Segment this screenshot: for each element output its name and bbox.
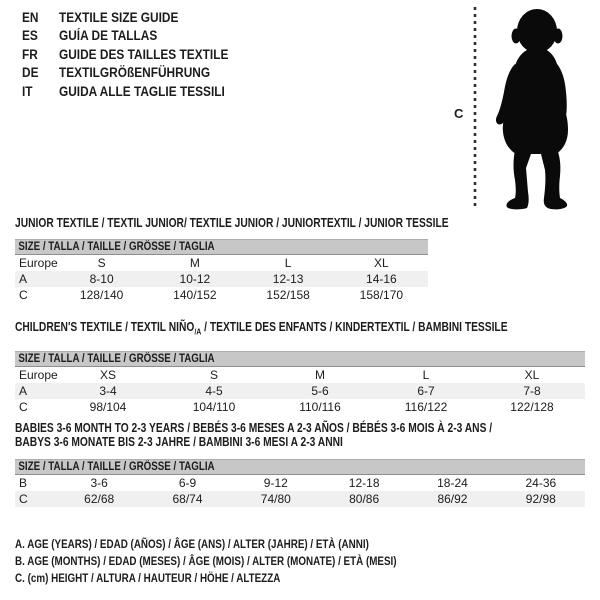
table-title-text: BABIES 3-6 MONTH TO 2-3 YEARS / BEBÉS 3-6 MESES A 2-3 AÑOS / BÉBÉS 3-6 MOIS À 2-3 ANS / (15, 421, 493, 435)
row-value: 4-5 (161, 383, 267, 399)
row-value: 9-12 (263, 476, 288, 490)
row-value: 122/128 (510, 399, 554, 414)
size-header-text: SIZE / TALLA / TAILLE / GRÖSSE / TAGLIA (18, 352, 215, 365)
size-header-row (15, 240, 428, 255)
row-label: C (19, 399, 28, 414)
language-code: DE (22, 65, 39, 81)
row-value: M (189, 256, 200, 270)
table-title (15, 320, 600, 339)
size-table (15, 239, 428, 303)
table-title-line (15, 435, 492, 449)
row-value: L (422, 367, 430, 382)
table-row (15, 255, 428, 272)
table-title (15, 216, 544, 230)
row-value: 12-13 (242, 271, 335, 287)
row-value: 8-10 (55, 271, 148, 287)
junior-textile-table (15, 216, 544, 303)
language-row (22, 9, 228, 27)
table-title-text: / TEXTILE DES ENFANTS / KINDERTEXTIL / BAMBINI TESSILE (201, 320, 508, 334)
size-table (15, 351, 585, 415)
row-value: 24-36 (525, 476, 557, 490)
row-value: XL (374, 256, 389, 270)
row-value: 12-18 (348, 476, 380, 490)
footnote-line: C. (cm) HEIGHT / ALTURA / HAUTEUR / HÖHE / ALTEZZA (15, 571, 281, 585)
row-value: 116/122 (404, 399, 448, 414)
language-label: GUIDA ALLE TAGLIE TESSILI (58, 83, 225, 99)
row-value: 6-7 (373, 383, 479, 399)
row-value: 3-6 (90, 476, 108, 490)
row-value: 104/110 (192, 399, 236, 414)
row-value: 10-12 (148, 271, 241, 287)
row-value: 14-16 (335, 271, 428, 287)
row-value: 152/158 (266, 288, 310, 302)
language-list (22, 9, 257, 101)
height-figure (452, 6, 594, 212)
table-row (15, 383, 585, 399)
row-value: 98/104 (89, 399, 127, 414)
row-value: 5-6 (267, 383, 373, 399)
row-value: 128/140 (79, 288, 124, 302)
footnotes (15, 536, 480, 587)
toddler-silhouette-icon (480, 6, 592, 210)
language-code: IT (22, 83, 33, 99)
size-header-row (15, 351, 585, 366)
language-label: GUÍA DE TALLAS (58, 28, 158, 44)
table-title-text: /A (194, 326, 202, 337)
row-value: 6-9 (178, 476, 197, 490)
row-value: 18-24 (437, 476, 468, 490)
row-label: B (19, 476, 28, 490)
row-label: C (19, 288, 28, 302)
row-value: XL (524, 367, 540, 382)
row-value: 62/68 (55, 491, 143, 507)
language-label: TEXTILGRÖßENFÜHRUNG (58, 65, 211, 81)
table-title-line (15, 421, 492, 435)
row-value: L (284, 256, 292, 270)
childrens-textile-table (15, 320, 600, 415)
table-title-text: JUNIOR TEXTILE / TEXTIL JUNIOR/ TEXTILE JUNIOR / JUNIORTEXTIL / JUNIOR TESSILE (15, 216, 449, 230)
table-row (15, 366, 585, 383)
table-row (15, 271, 428, 287)
language-label: TEXTILE SIZE GUIDE (58, 10, 179, 25)
row-value: S (97, 256, 106, 270)
size-header-cell (15, 240, 428, 255)
row-value: 110/116 (299, 399, 341, 414)
row-value: S (209, 367, 218, 382)
row-value: 80/86 (320, 491, 408, 507)
language-row (22, 27, 228, 45)
language-label: GUIDE DES TAILLES TEXTILE (58, 46, 229, 62)
row-value: 140/152 (173, 288, 217, 302)
size-header-row (15, 460, 585, 475)
row-label: A (15, 383, 55, 399)
height-dotted-line (472, 7, 478, 207)
row-value: 86/92 (408, 491, 496, 507)
size-header-cell (15, 460, 585, 475)
size-table (15, 459, 585, 507)
language-code: EN (22, 10, 39, 25)
row-label: A (15, 271, 55, 287)
table-title (15, 421, 597, 449)
row-value: 158/170 (359, 288, 404, 302)
row-label: Europe (19, 367, 58, 382)
footnote-line: B. AGE (MONTHS) / EDAD (MESES) / ÂGE (MOIS) / ALTER (MONATE) / ETÀ (MESI) (15, 554, 397, 568)
row-value: 7-8 (479, 383, 585, 399)
size-header-cell (15, 351, 585, 366)
table-title-text: BABYS 3-6 MONATE BIS 2-3 JAHRE / BAMBINI 3-6 MESI A 2-3 ANNI (15, 435, 343, 449)
row-value: 92/98 (497, 491, 585, 507)
height-c-label: C (454, 106, 464, 121)
table-row (15, 475, 585, 492)
language-row (22, 46, 228, 64)
table-row (15, 491, 585, 507)
size-header-text: SIZE / TALLA / TAILLE / GRÖSSE / TAGLIA (18, 461, 215, 473)
table-title-text: CHILDREN'S TEXTILE / TEXTIL NIÑO (15, 320, 195, 334)
language-code: FR (22, 46, 38, 62)
table-row (15, 287, 428, 303)
row-value: 68/74 (143, 491, 231, 507)
language-row (22, 64, 228, 82)
row-value: 3-4 (55, 383, 161, 399)
row-label: C (15, 491, 55, 507)
language-code: ES (22, 28, 38, 44)
row-value: 74/80 (232, 491, 320, 507)
babies-textile-table (15, 421, 597, 507)
row-value: XS (99, 367, 116, 382)
language-row (22, 83, 228, 101)
table-title-line (15, 320, 508, 339)
size-header-text: SIZE / TALLA / TAILLE / GRÖSSE / TAGLIA (18, 241, 215, 253)
footnote-line: A. AGE (YEARS) / EDAD (AÑOS) / ÂGE (ANS) / ALTER (JAHRE) / ETÀ (ANNI) (15, 537, 369, 551)
table-title-line (15, 216, 449, 230)
table-row (15, 399, 585, 415)
row-value: M (315, 367, 325, 382)
row-label: Europe (19, 256, 58, 270)
